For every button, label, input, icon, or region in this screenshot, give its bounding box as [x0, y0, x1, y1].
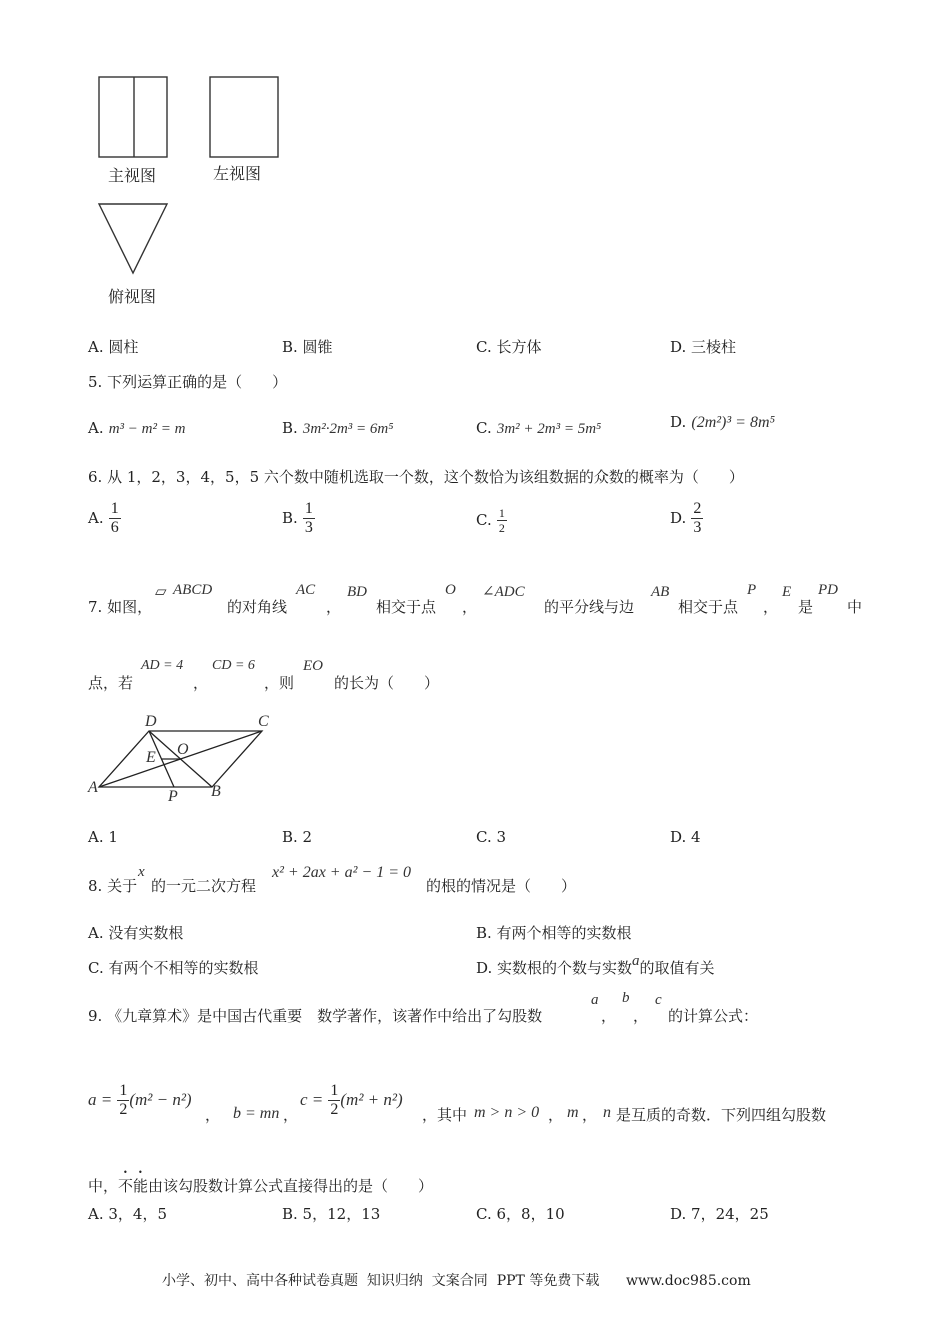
q8-d-text: D. 实数根的个数与实数: [476, 959, 633, 977]
q5-c-label: C.: [476, 419, 492, 437]
q9-line3: 中，不能由该勾股数计算公式直接得出的是（ ）: [88, 1177, 434, 1195]
q6-d-label: D.: [670, 509, 687, 527]
q9-formula-a: a = $\frac{1}{2}$ (m² − n²): [88, 1082, 192, 1118]
q9-option-b[interactable]: B. 5，12，13: [282, 1205, 381, 1223]
q5-stem: 5. 下列运算正确的是（ ）: [88, 373, 288, 391]
q7-angle-adc: ∠ADC: [482, 584, 525, 600]
q8-text-1: 8. 关于: [88, 877, 138, 895]
q7-line2-b: ，则: [264, 674, 295, 692]
q9-text-5: ，: [582, 1106, 598, 1124]
q9-condition: m > n > 0: [474, 1104, 540, 1121]
q9-text-4: ，: [548, 1106, 564, 1124]
q7-label-o: O: [177, 741, 189, 758]
q5-d-expr: (2m²)³ = 8m⁵: [691, 414, 776, 431]
q7-ab: AB: [651, 584, 670, 600]
q9-n: n: [603, 1104, 611, 1121]
q4-option-a[interactable]: A. 圆柱: [88, 338, 139, 356]
q7-text-7: 中: [847, 598, 863, 616]
q9-emphasis-not: 不能: [118, 1177, 149, 1195]
q6-option-a[interactable]: [88, 500, 121, 537]
q8-text-3: 的根的情况是（ ）: [426, 877, 577, 895]
q7-parallelogram-symbol: ▱: [155, 584, 167, 600]
q5-b-label: B.: [282, 419, 298, 437]
q6-a-label: A.: [88, 509, 104, 527]
q8-x: x: [138, 864, 145, 880]
three-views-figure: [0, 0, 320, 310]
q9-m: m: [567, 1104, 579, 1121]
q4-option-b[interactable]: B. 圆锥: [282, 338, 333, 356]
q9-formula-b: b = mn: [233, 1105, 280, 1122]
q5-a-label: A.: [88, 419, 104, 437]
q7-label-d: D: [145, 713, 157, 730]
q6-stem: 6. 从 1，2，3，4，5，5 六个数中随机选取一个数，这个数恰为该组数据的众数的概率为（ ）: [88, 468, 744, 486]
q9-text-3: ，其中: [422, 1106, 468, 1124]
q8-option-d[interactable]: [476, 953, 715, 978]
q8-option-c[interactable]: C. 有两个不相等的实数根: [88, 959, 259, 977]
q7-line2-a: 点，若: [88, 674, 134, 692]
q7-label-b: B: [211, 783, 221, 800]
q9-comma-1: ，: [601, 1007, 617, 1025]
q5-c-expr: 3m² + 2m³ = 5m⁵: [496, 421, 602, 437]
q5-b-expr: 3m²·2m³ = 6m⁵: [302, 421, 394, 437]
q4-option-c[interactable]: C. 长方体: [476, 338, 542, 356]
q5-option-d[interactable]: [670, 412, 775, 432]
q9-option-a[interactable]: A. 3，4，5: [88, 1205, 167, 1223]
q7-text-2: 的对角线: [227, 598, 288, 616]
q8-d-tail: 的取值有关: [639, 959, 715, 977]
q7-comma-3: ，: [763, 598, 779, 616]
q9-b: b: [622, 990, 630, 1006]
q9-comma-2: ，: [633, 1007, 649, 1025]
q7-e: E: [782, 584, 792, 600]
left-view-label: 左视图: [213, 164, 262, 183]
left-view-rect: [210, 77, 278, 157]
q7-comma-1: ，: [326, 598, 342, 616]
q7-comma-4: ，: [193, 674, 209, 692]
q7-o: O: [445, 582, 456, 598]
q7-text-6: 是: [798, 598, 814, 616]
q6-a-fraction: $\frac{1}{6}$: [110, 500, 119, 536]
q7-label-e: E: [146, 749, 156, 766]
q7-text-1: 7. 如图，: [88, 598, 153, 616]
q9-option-c[interactable]: C. 6，8，10: [476, 1205, 565, 1223]
q9-option-d[interactable]: D. 7，24，25: [670, 1205, 769, 1223]
q9-formula-c: c = $\frac{1}{2}$ (m² + n²): [300, 1082, 403, 1118]
q5-d-label: D.: [670, 413, 687, 431]
q9-c: c: [655, 992, 662, 1008]
q7-comma-2: ，: [462, 598, 478, 616]
q5-option-c[interactable]: [476, 418, 601, 438]
q8-option-a[interactable]: A. 没有实数根: [88, 924, 184, 942]
q7-text-4: 的平分线与边: [544, 598, 635, 616]
q9-text-2: 的计算公式：: [668, 1007, 759, 1025]
top-view-triangle: [99, 204, 167, 273]
front-view-label: 主视图: [108, 166, 157, 185]
q6-d-fraction: $\frac{2}{3}$: [693, 500, 702, 536]
q8-d-var: a: [632, 953, 640, 969]
q9-half-c: $\frac{1}{2}$: [330, 1082, 339, 1118]
q7-option-b[interactable]: B. 2: [282, 828, 313, 846]
q7-text-3: 相交于点: [376, 598, 437, 616]
q7-abcd: ABCD: [173, 582, 213, 598]
q6-b-fraction: $\frac{1}{3}$: [304, 500, 313, 536]
q4-option-d[interactable]: D. 三棱柱: [670, 338, 737, 356]
q6-c-fraction: $\frac{1}{2}$: [498, 506, 505, 535]
q7-p: P: [747, 582, 757, 598]
q9-comma-4: ，: [283, 1106, 299, 1124]
q7-line2-c: 的长为（ ）: [334, 674, 440, 692]
q6-option-c[interactable]: [476, 506, 507, 535]
q8-text-2: 的一元二次方程: [151, 877, 257, 895]
q7-option-d[interactable]: D. 4: [670, 828, 701, 846]
q6-c-label: C.: [476, 511, 492, 529]
q7-pd: PD: [818, 582, 838, 598]
q6-option-d[interactable]: [670, 500, 703, 537]
q8-option-b[interactable]: B. 有两个相等的实数根: [476, 924, 632, 942]
q7-option-a[interactable]: A. 1: [88, 828, 118, 846]
top-view-label: 俯视图: [108, 287, 157, 306]
page-footer: 小学、初中、高中各种试卷真题 知识归纳 文案合同 PPT 等免费下载 www.doc985.com: [162, 1273, 751, 1289]
q5-option-b[interactable]: [282, 418, 393, 438]
q5-a-expr: m³ − m² = m: [108, 421, 186, 437]
q6-option-b[interactable]: [282, 500, 315, 537]
q7-label-a: A: [88, 779, 98, 796]
q7-ad-eq: AD = 4: [141, 658, 184, 673]
q8-equation: x² + 2ax + a² − 1 = 0: [272, 864, 411, 881]
q7-cd-eq: CD = 6: [212, 658, 255, 673]
q7-label-c: C: [258, 713, 269, 730]
q9-half-a: $\frac{1}{2}$: [119, 1082, 128, 1118]
q9-comma-3: ，: [205, 1106, 221, 1124]
q7-option-c[interactable]: C. 3: [476, 828, 507, 846]
q5-option-a[interactable]: [88, 418, 185, 438]
q6-b-label: B.: [282, 509, 298, 527]
q9-a: a: [591, 992, 599, 1008]
q9-text-6: 是互质的奇数．下列四组勾股数: [616, 1106, 827, 1124]
q9-text-1: 9. 《九章算术》是中国古代重要 数学著作，该著作中给出了勾股数: [88, 1007, 543, 1025]
q7-bd: BD: [347, 584, 367, 600]
q7-label-p: P: [168, 788, 178, 805]
q7-text-5: 相交于点: [678, 598, 739, 616]
q7-eo: EO: [303, 658, 323, 674]
front-view-rect: [99, 77, 167, 157]
q7-ac: AC: [296, 582, 316, 598]
